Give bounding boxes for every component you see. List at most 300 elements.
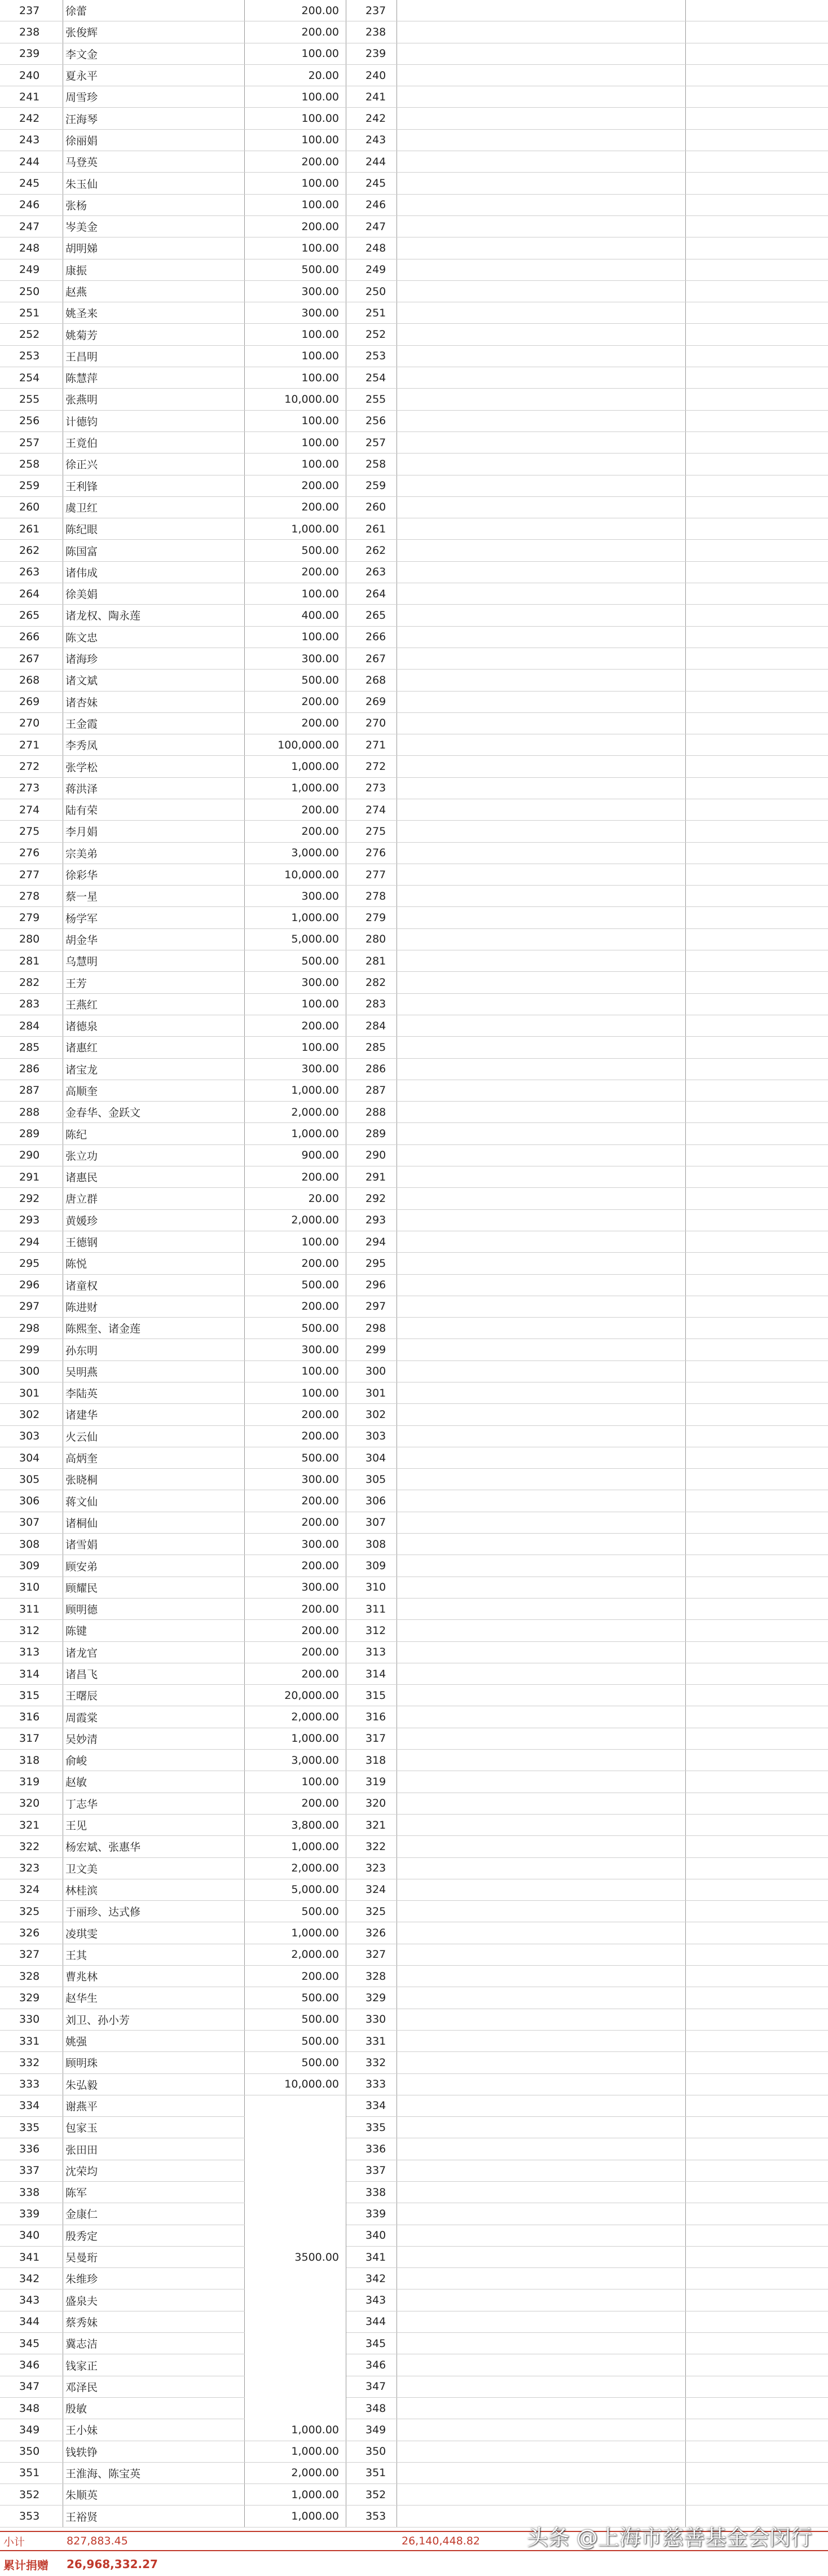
row-index-right: 340 — [346, 2225, 397, 2246]
row-index-right: 248 — [346, 237, 397, 258]
blank-cell — [686, 1642, 828, 1663]
donation-amount: 200.00 — [245, 1490, 346, 1511]
table-row — [0, 1771, 828, 1793]
blank-cell — [686, 108, 828, 129]
blank-cell — [686, 734, 828, 755]
table-row — [0, 411, 828, 432]
row-index-right: 331 — [346, 2031, 397, 2051]
blank-cell — [397, 1210, 686, 1231]
table-row — [0, 605, 828, 626]
blank-cell — [397, 43, 686, 64]
row-index: 337 — [0, 2160, 63, 2181]
blank-cell — [686, 1728, 828, 1749]
row-index: 267 — [0, 648, 63, 669]
row-index: 322 — [0, 1836, 63, 1857]
donor-name: 岑美金 — [63, 216, 245, 237]
donation-amount: 3,000.00 — [245, 1750, 346, 1771]
donor-name: 顾安弟 — [63, 1555, 245, 1576]
row-index-right: 254 — [346, 367, 397, 388]
row-index: 323 — [0, 1858, 63, 1879]
blank-cell — [686, 1426, 828, 1447]
blank-cell — [686, 432, 828, 453]
row-index: 285 — [0, 1037, 63, 1058]
row-index: 340 — [0, 2225, 63, 2246]
row-index-right: 314 — [346, 1663, 397, 1684]
row-index-right: 339 — [346, 2203, 397, 2224]
row-index-right: 294 — [346, 1231, 397, 1252]
blank-cell — [397, 1944, 686, 1965]
blank-cell — [686, 21, 828, 42]
donor-name: 汪海琴 — [63, 108, 245, 129]
blank-cell — [397, 2247, 686, 2267]
blank-cell — [397, 648, 686, 669]
blank-cell — [686, 1404, 828, 1425]
blank-cell — [397, 1059, 686, 1080]
table-row — [0, 2463, 828, 2484]
row-index: 263 — [0, 562, 63, 583]
blank-cell — [397, 2160, 686, 2181]
blank-cell — [397, 540, 686, 561]
subtotal-label: 小计 — [3, 2535, 25, 2548]
row-index: 351 — [0, 2463, 63, 2483]
blank-cell — [397, 605, 686, 626]
row-index: 315 — [0, 1685, 63, 1706]
donor-name: 周雪珍 — [63, 86, 245, 107]
blank-cell — [397, 1361, 686, 1382]
row-index: 313 — [0, 1642, 63, 1663]
blank-cell — [397, 907, 686, 928]
donor-name: 张燕明 — [63, 389, 245, 409]
merged-group-amount — [245, 2095, 346, 2420]
donation-amount: 200.00 — [245, 151, 346, 172]
table-row — [0, 1728, 828, 1750]
donor-name: 钱家正 — [63, 2354, 245, 2375]
donation-amount: 200.00 — [245, 1555, 346, 1576]
row-index-right: 281 — [346, 950, 397, 971]
row-index-right: 257 — [346, 432, 397, 453]
donor-name: 王小妹 — [63, 2419, 245, 2440]
row-index-right: 302 — [346, 1404, 397, 1425]
donor-name: 徐丽娟 — [63, 130, 245, 151]
row-index: 350 — [0, 2441, 63, 2462]
donor-name: 顾明珠 — [63, 2052, 245, 2073]
table-row — [0, 1037, 828, 1058]
blank-cell — [397, 173, 686, 193]
blank-cell — [397, 1987, 686, 2008]
blank-cell — [686, 195, 828, 215]
table-row — [0, 1231, 828, 1253]
blank-cell — [686, 1966, 828, 1987]
blank-cell — [397, 1815, 686, 1835]
blank-cell — [397, 0, 686, 21]
blank-cell — [397, 1426, 686, 1447]
blank-cell — [397, 475, 686, 496]
table-row — [0, 1426, 828, 1447]
blank-cell — [397, 2117, 686, 2138]
blank-cell — [686, 907, 828, 928]
row-index: 252 — [0, 324, 63, 345]
blank-cell — [686, 1102, 828, 1122]
table-row — [0, 1015, 828, 1037]
blank-cell — [686, 929, 828, 950]
blank-cell — [686, 1901, 828, 1922]
row-index-right: 298 — [346, 1318, 397, 1338]
row-index: 245 — [0, 173, 63, 193]
donation-amount: 200.00 — [245, 1512, 346, 1533]
blank-cell — [397, 2074, 686, 2095]
donor-name: 冀志洁 — [63, 2333, 245, 2354]
table-row — [0, 237, 828, 259]
blank-cell — [397, 497, 686, 518]
donor-name: 周霞棠 — [63, 1706, 245, 1727]
table-row — [0, 216, 828, 237]
donor-name: 盛泉夫 — [63, 2289, 245, 2310]
blank-cell — [686, 2484, 828, 2505]
donation-amount: 2,000.00 — [245, 1102, 346, 1122]
donation-amount: 200.00 — [245, 1253, 346, 1274]
blank-cell — [686, 692, 828, 712]
donation-amount: 500.00 — [245, 2052, 346, 2073]
row-index-right: 244 — [346, 151, 397, 172]
blank-cell — [397, 1037, 686, 1058]
blank-cell — [397, 821, 686, 842]
blank-cell — [397, 734, 686, 755]
donation-amount: 3,800.00 — [245, 1815, 346, 1835]
donation-amount: 200.00 — [245, 1166, 346, 1187]
row-index: 324 — [0, 1879, 63, 1900]
donation-amount: 1,000.00 — [245, 1922, 346, 1943]
donor-name: 徐蕾 — [63, 0, 245, 21]
row-index: 278 — [0, 886, 63, 906]
donation-amount: 2,000.00 — [245, 1944, 346, 1965]
blank-cell — [686, 2031, 828, 2051]
donation-amount: 20.00 — [245, 65, 346, 86]
row-index-right: 282 — [346, 972, 397, 993]
donor-name: 陈悦 — [63, 1253, 245, 1274]
blank-cell — [686, 2182, 828, 2203]
table-row — [0, 1815, 828, 1836]
row-index: 329 — [0, 1987, 63, 2008]
blank-cell — [397, 518, 686, 539]
row-index-right: 348 — [346, 2398, 397, 2419]
row-index-right: 351 — [346, 2463, 397, 2483]
row-index: 282 — [0, 972, 63, 993]
row-index-right: 338 — [346, 2182, 397, 2203]
donation-amount: 100.00 — [245, 1231, 346, 1252]
donation-amount: 1,000.00 — [245, 778, 346, 799]
donation-amount: 200.00 — [245, 692, 346, 712]
donor-name: 殷秀定 — [63, 2225, 245, 2246]
donor-name: 诸海珍 — [63, 648, 245, 669]
donor-name: 吴妙清 — [63, 1728, 245, 1749]
blank-cell — [686, 2463, 828, 2483]
table-row — [0, 1318, 828, 1339]
row-index: 289 — [0, 1123, 63, 1144]
donor-name: 陈纪 — [63, 1123, 245, 1144]
donor-name: 火云仙 — [63, 1426, 245, 1447]
row-index: 341 — [0, 2247, 63, 2267]
table-row — [0, 130, 828, 151]
blank-cell — [397, 2289, 686, 2310]
table-row — [0, 2182, 828, 2203]
row-index: 279 — [0, 907, 63, 928]
blank-cell — [397, 346, 686, 367]
table-row — [0, 2398, 828, 2419]
blank-cell — [397, 367, 686, 388]
blank-cell — [686, 2441, 828, 2462]
blank-cell — [397, 411, 686, 431]
table-row — [0, 173, 828, 194]
row-index-right: 288 — [346, 1102, 397, 1122]
row-index-right: 337 — [346, 2160, 397, 2181]
table-row — [0, 1534, 828, 1555]
table-row — [0, 2203, 828, 2225]
blank-cell — [397, 1922, 686, 1943]
donation-amount: 1,000.00 — [245, 1123, 346, 1144]
table-row — [0, 2311, 828, 2333]
donation-amount: 1,000.00 — [245, 2505, 346, 2526]
blank-cell — [686, 1382, 828, 1403]
donor-name: 康振 — [63, 259, 245, 280]
donation-amount: 2,000.00 — [245, 1210, 346, 1231]
row-index-right: 269 — [346, 692, 397, 712]
row-index: 331 — [0, 2031, 63, 2051]
blank-cell — [686, 1836, 828, 1857]
blank-cell — [397, 1490, 686, 1511]
donation-amount: 100,000.00 — [245, 734, 346, 755]
blank-cell — [397, 2441, 686, 2462]
row-index: 318 — [0, 1750, 63, 1771]
donation-amount: 10,000.00 — [245, 389, 346, 409]
donation-amount: 100.00 — [245, 1382, 346, 1403]
blank-cell — [686, 518, 828, 539]
donor-name: 朱弘毅 — [63, 2074, 245, 2095]
subtotal-total: 26,140,448.82 — [402, 2535, 481, 2548]
row-index: 261 — [0, 518, 63, 539]
donation-amount: 300.00 — [245, 1577, 346, 1598]
donor-name: 陈纪眼 — [63, 518, 245, 539]
table-row — [0, 648, 828, 670]
donor-name: 诸宝龙 — [63, 1059, 245, 1080]
table-row — [0, 2009, 828, 2031]
table-row — [0, 1663, 828, 1685]
table-row — [0, 324, 828, 345]
donation-amount: 200.00 — [245, 1426, 346, 1447]
blank-cell — [686, 475, 828, 496]
blank-cell — [397, 627, 686, 648]
row-index-right: 237 — [346, 0, 397, 21]
row-index-right: 239 — [346, 43, 397, 64]
donor-name: 诸惠红 — [63, 1037, 245, 1058]
row-index: 327 — [0, 1944, 63, 1965]
donation-amount: 300.00 — [245, 302, 346, 323]
donation-amount: 100.00 — [245, 367, 346, 388]
row-index: 265 — [0, 605, 63, 626]
blank-cell — [686, 2225, 828, 2246]
blank-cell — [397, 1102, 686, 1122]
donation-amount: 200.00 — [245, 0, 346, 21]
table-row — [0, 1447, 828, 1469]
row-index-right: 280 — [346, 929, 397, 950]
table-row — [0, 950, 828, 972]
donation-amount: 500.00 — [245, 2009, 346, 2030]
row-index-right: 319 — [346, 1771, 397, 1792]
donor-name: 赵华生 — [63, 1987, 245, 2008]
blank-cell — [686, 2289, 828, 2310]
donation-amount: 1,000.00 — [245, 1080, 346, 1101]
row-index-right: 238 — [346, 21, 397, 42]
table-row — [0, 518, 828, 540]
table-row — [0, 1166, 828, 1188]
blank-cell — [686, 627, 828, 648]
blank-cell — [397, 929, 686, 950]
row-index: 266 — [0, 627, 63, 648]
blank-cell — [397, 1015, 686, 1036]
table-row — [0, 1512, 828, 1534]
blank-cell — [686, 2376, 828, 2397]
table-row — [0, 1793, 828, 1815]
row-index: 254 — [0, 367, 63, 388]
table-row — [0, 1642, 828, 1663]
donor-name: 杨学军 — [63, 907, 245, 928]
donor-name: 包家玉 — [63, 2117, 245, 2138]
row-index-right: 251 — [346, 302, 397, 323]
row-index: 293 — [0, 1210, 63, 1231]
blank-cell — [686, 1080, 828, 1101]
row-index: 288 — [0, 1102, 63, 1122]
blank-cell — [397, 2354, 686, 2375]
donation-amount: 100.00 — [245, 453, 346, 474]
blank-cell — [686, 2333, 828, 2354]
blank-cell — [686, 994, 828, 1015]
donation-amount: 200.00 — [245, 497, 346, 518]
table-row — [0, 0, 828, 21]
table-row — [0, 43, 828, 65]
table-row — [0, 2138, 828, 2160]
blank-cell — [686, 173, 828, 193]
table-row — [0, 367, 828, 389]
row-index: 310 — [0, 1577, 63, 1598]
blank-cell — [686, 497, 828, 518]
donation-amount: 1,000.00 — [245, 518, 346, 539]
blank-cell — [397, 1145, 686, 1166]
donation-amount: 10,000.00 — [245, 864, 346, 885]
donor-name: 金春华、金跃文 — [63, 1102, 245, 1122]
row-index: 240 — [0, 65, 63, 86]
donor-name: 诸惠民 — [63, 1166, 245, 1187]
donor-name: 孙东明 — [63, 1339, 245, 1360]
row-index: 338 — [0, 2182, 63, 2203]
donor-name: 蒋文仙 — [63, 1490, 245, 1511]
blank-cell — [397, 324, 686, 345]
watermark: 头条 @上海市慈善基金会闵行 — [526, 2525, 812, 2550]
row-index: 257 — [0, 432, 63, 453]
row-index-right: 258 — [346, 453, 397, 474]
blank-cell — [686, 2052, 828, 2073]
blank-cell — [397, 799, 686, 820]
table-row — [0, 259, 828, 281]
row-index-right: 284 — [346, 1015, 397, 1036]
blank-cell — [397, 1469, 686, 1490]
donor-name: 蔡秀妹 — [63, 2311, 245, 2332]
donor-name: 邓泽民 — [63, 2376, 245, 2397]
table-row — [0, 1145, 828, 1166]
blank-cell — [397, 130, 686, 151]
row-index: 275 — [0, 821, 63, 842]
blank-cell — [686, 1059, 828, 1080]
blank-cell — [686, 670, 828, 690]
blank-cell — [686, 281, 828, 302]
blank-cell — [397, 65, 686, 86]
row-index: 264 — [0, 583, 63, 604]
blank-cell — [686, 843, 828, 864]
table-row — [0, 2095, 828, 2117]
table-row — [0, 692, 828, 713]
blank-cell — [397, 281, 686, 302]
donor-name: 胡金华 — [63, 929, 245, 950]
blank-cell — [397, 1275, 686, 1296]
blank-cell — [397, 1685, 686, 1706]
donor-name: 黄媛珍 — [63, 1210, 245, 1231]
donor-name: 诸德泉 — [63, 1015, 245, 1036]
table-row — [0, 65, 828, 86]
donor-name: 顾耀民 — [63, 1577, 245, 1598]
blank-cell — [686, 2074, 828, 2095]
row-index: 280 — [0, 929, 63, 950]
table-row — [0, 778, 828, 799]
blank-cell — [686, 1447, 828, 1468]
row-index: 296 — [0, 1275, 63, 1296]
donor-name: 胡明娣 — [63, 237, 245, 258]
table-row — [0, 1599, 828, 1620]
blank-cell — [397, 1166, 686, 1187]
donor-name: 吴明燕 — [63, 1361, 245, 1382]
blank-cell — [397, 2463, 686, 2483]
donor-name: 张学松 — [63, 756, 245, 777]
blank-cell — [397, 2398, 686, 2419]
table-row — [0, 562, 828, 583]
donor-name: 陆有荣 — [63, 799, 245, 820]
donor-name: 王芳 — [63, 972, 245, 993]
row-index-right: 349 — [346, 2419, 397, 2440]
donor-name: 李月娟 — [63, 821, 245, 842]
blank-cell — [397, 151, 686, 172]
donor-name: 殷敏 — [63, 2398, 245, 2419]
table-row — [0, 2160, 828, 2182]
blank-cell — [397, 756, 686, 777]
donation-amount: 2,000.00 — [245, 1858, 346, 1879]
blank-cell — [397, 972, 686, 993]
blank-cell — [397, 713, 686, 734]
donor-name: 陈键 — [63, 1620, 245, 1641]
donor-name: 虞卫红 — [63, 497, 245, 518]
blank-cell — [686, 1577, 828, 1598]
donor-name: 谢燕平 — [63, 2095, 245, 2116]
blank-cell — [686, 65, 828, 86]
blank-cell — [686, 583, 828, 604]
blank-cell — [686, 43, 828, 64]
row-index-right: 275 — [346, 821, 397, 842]
blank-cell — [686, 756, 828, 777]
row-index: 343 — [0, 2289, 63, 2310]
table-row — [0, 453, 828, 475]
donation-amount: 20,000.00 — [245, 1685, 346, 1706]
row-index: 244 — [0, 151, 63, 172]
donor-name: 朱维珍 — [63, 2268, 245, 2289]
row-index: 333 — [0, 2074, 63, 2095]
donation-amount: 500.00 — [245, 1987, 346, 2008]
row-index: 349 — [0, 2419, 63, 2440]
